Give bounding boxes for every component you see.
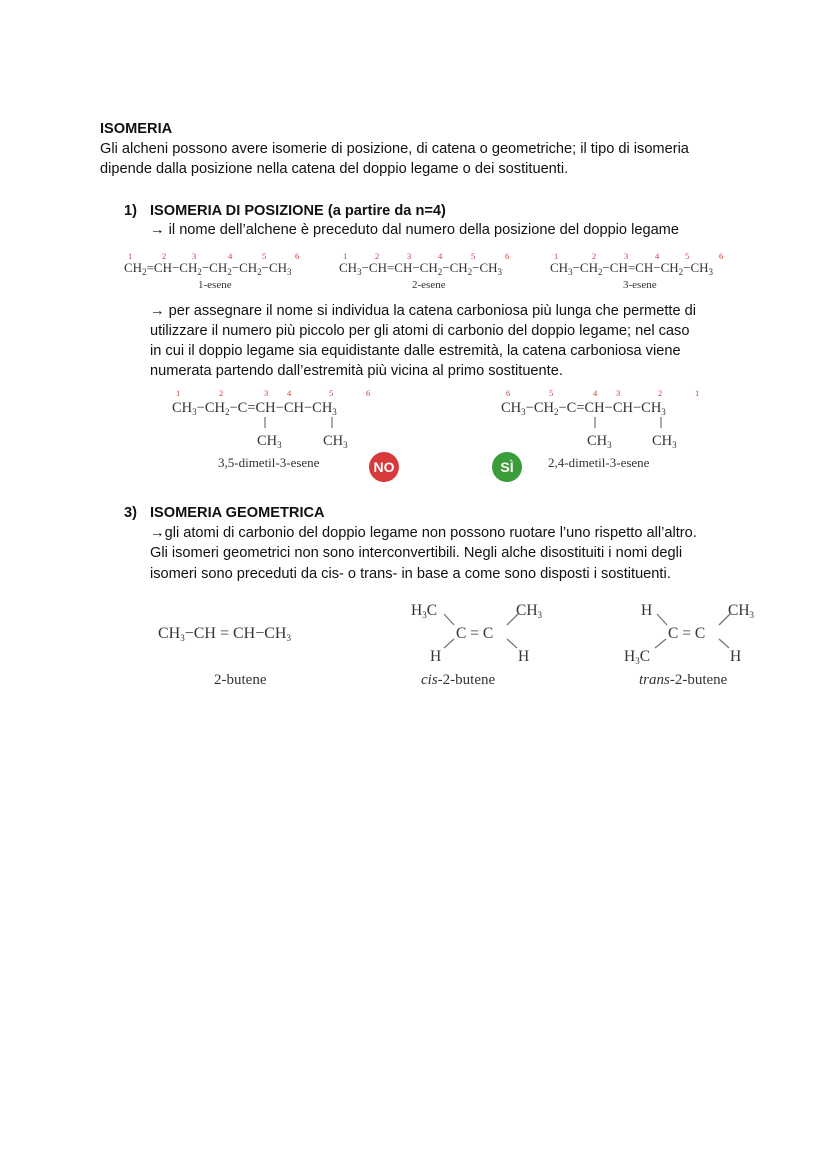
svg-text:4: 4 (593, 388, 598, 398)
svg-text:C = C: C = C (668, 625, 706, 642)
wrong-main-chain: $CH_3-CH_2-C=CH-CH-CH_3$ (172, 400, 337, 417)
trans-rest: -2-butene (669, 672, 728, 688)
svg-text:H: H (641, 602, 653, 619)
formula-1-esene: $CH_2=CH-CH_2-CH_2-CH_2-CH_3$ (124, 260, 292, 277)
svg-text:5: 5 (549, 388, 554, 398)
sec3-line-3: isomeri sono preceduti da cis- o trans- in base a come sono disposti i sostituenti. (150, 566, 671, 582)
svg-text:4: 4 (655, 251, 660, 261)
butene-structures (150, 593, 780, 693)
butene-formula: CH3−CH = CH−CH3 (158, 625, 291, 643)
svg-text:3: 3 (264, 388, 269, 398)
label-3-esene: 3-esene (623, 279, 657, 291)
formula-3-esene: $CH_3-CH_2-CH=CH-CH_2-CH_3$ (550, 260, 714, 277)
sec1-para-line-2: utilizzare il numero più piccolo per gli atomi di carbonio del doppio legame; nel caso (150, 323, 690, 339)
svg-text:2: 2 (658, 388, 663, 398)
svg-text:1: 1 (343, 251, 348, 261)
svg-text:3: 3 (192, 251, 197, 261)
right-methyl-2: $CH_3$ (652, 433, 677, 450)
svg-text:6: 6 (506, 388, 511, 398)
trans-structure (624, 602, 755, 666)
dimethylhexene-structures (160, 385, 740, 490)
svg-text:2: 2 (162, 251, 167, 261)
wrong-methyl-1: $CH_3$ (257, 433, 282, 450)
formula-2-esene: $CH_3-CH=CH-CH_2-CH_2-CH_3$ (339, 260, 503, 277)
sec3-number: 3) (124, 505, 137, 521)
sec1-line-1: → il nome dell’alchene è preceduto dal numero della posizione del doppio legame (150, 222, 679, 238)
svg-text:1: 1 (176, 388, 181, 398)
right-main-chain: $CH_3-CH_2-C=CH-CH-CH_3$ (501, 400, 666, 417)
svg-text:6: 6 (505, 251, 510, 261)
svg-text:4: 4 (228, 251, 233, 261)
svg-text:6: 6 (295, 251, 300, 261)
svg-text:6: 6 (366, 388, 371, 398)
svg-text:H: H (730, 648, 742, 665)
trans-label (639, 672, 728, 688)
svg-text:H3C: H3C (624, 648, 651, 666)
svg-text:H3C: H3C (411, 602, 438, 620)
svg-text:5: 5 (471, 251, 476, 261)
sec1-para-line-3: in cui il doppio legame sia equidistante dalle estremità, la catena carboniosa viene (150, 343, 681, 359)
svg-text:5: 5 (262, 251, 267, 261)
svg-text:2: 2 (375, 251, 380, 261)
intro-line-1: Gli alcheni possono avere isomerie di posizione, di catena o geometriche; il tipo di isomeria (100, 141, 689, 157)
cis-label (421, 672, 495, 688)
sec1-title: ISOMERIA DI POSIZIONE (a partire da n=4) (150, 203, 446, 219)
svg-text:1: 1 (695, 388, 700, 398)
intro-line-2: dipende dalla posizione nella catena del doppio legame o dei sostituenti. (100, 161, 569, 177)
wrong-name: 3,5-dimetil-3-esene (218, 455, 320, 470)
cis-structure (411, 602, 543, 665)
right-name: 2,4-dimetil-3-esene (548, 455, 650, 470)
sec1-para-line-1: → per assegnare il nome si individua la catena carboniosa più lunga che permette di (150, 303, 696, 319)
hexene-formulas (118, 248, 748, 296)
sec3-title: ISOMERIA GEOMETRICA (150, 505, 325, 521)
svg-text:2: 2 (592, 251, 597, 261)
no-badge-text: NO (373, 459, 395, 475)
svg-text:3: 3 (407, 251, 412, 261)
si-badge-text: SÌ (500, 459, 514, 475)
right-methyl-1: $CH_3$ (587, 433, 612, 450)
trans-prefix: trans (639, 672, 670, 688)
label-1-esene: 1-esene (198, 279, 232, 291)
sec1-number: 1) (124, 203, 137, 219)
svg-text:3: 3 (624, 251, 629, 261)
svg-text:H: H (518, 648, 530, 665)
svg-text:CH3: CH3 (728, 602, 755, 620)
svg-text:C = C: C = C (456, 625, 494, 642)
sec1-para-line-4: numerata partendo dall’estremità più vicina al primo sostituente. (150, 363, 563, 379)
butene-label: 2-butene (214, 672, 267, 688)
svg-text:4: 4 (438, 251, 443, 261)
svg-text:4: 4 (287, 388, 292, 398)
svg-text:2: 2 (219, 388, 224, 398)
svg-text:1: 1 (128, 251, 133, 261)
label-2-esene: 2-esene (412, 279, 446, 291)
section-title: ISOMERIA (100, 121, 173, 137)
svg-text:3: 3 (616, 388, 621, 398)
svg-text:6: 6 (719, 251, 724, 261)
svg-text:H: H (430, 648, 442, 665)
svg-text:1: 1 (554, 251, 559, 261)
cis-prefix: cis (421, 672, 438, 688)
svg-text:5: 5 (329, 388, 334, 398)
svg-text:5: 5 (685, 251, 690, 261)
sec3-line-1: →gli atomi di carbonio del doppio legame non possono ruotare l’uno rispetto all’altro. (150, 525, 697, 541)
svg-text:CH3: CH3 (516, 602, 543, 620)
cis-rest: -2-butene (437, 672, 496, 688)
wrong-methyl-2: $CH_3$ (323, 433, 348, 450)
sec3-line-2: Gli isomeri geometrici non sono interconvertibili. Negli alche disostituiti i nomi degli (150, 545, 683, 561)
